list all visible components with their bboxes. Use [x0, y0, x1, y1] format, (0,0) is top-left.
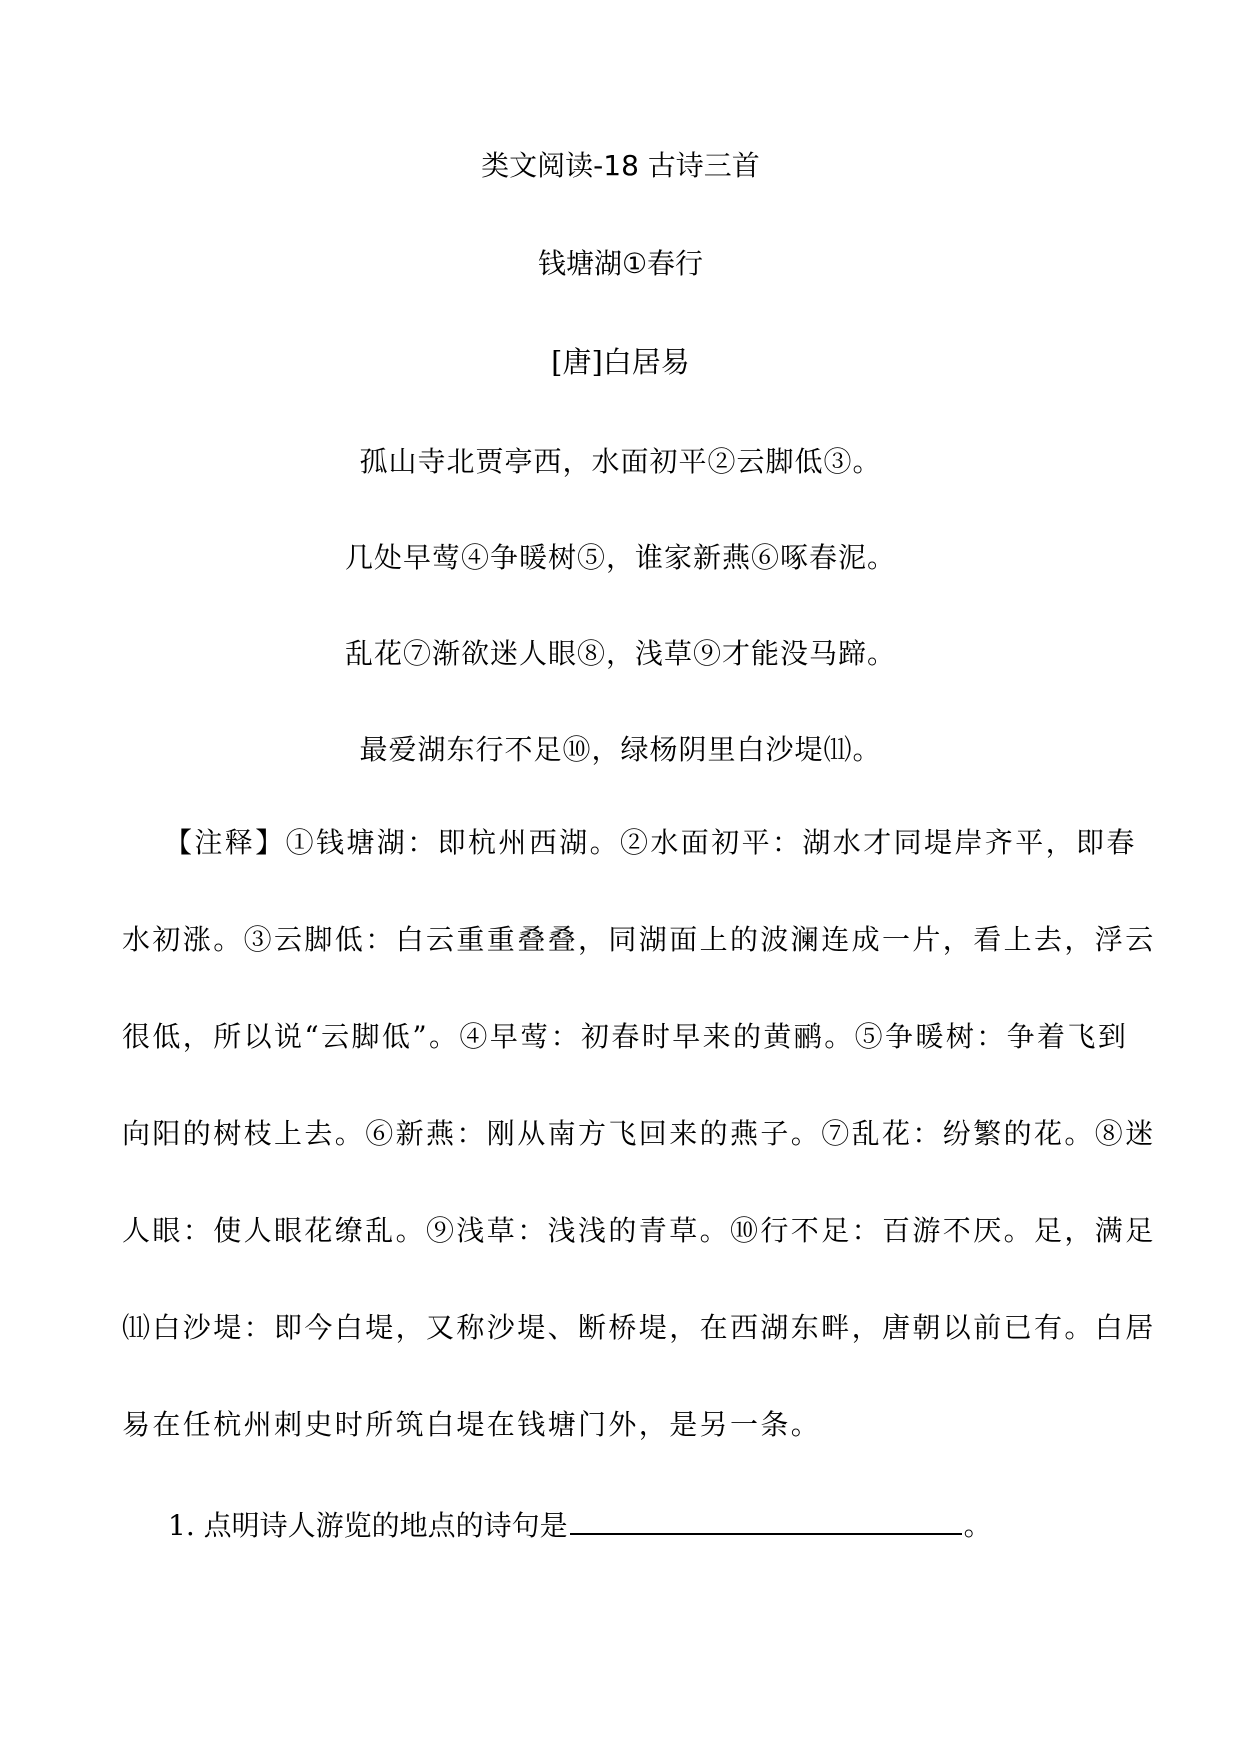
- poem-line: 几处早莺④争暖树⑤，谁家新燕⑥啄春泥。: [344, 541, 896, 574]
- question-prompt: 1. 点明诗人游览的地点的诗句是: [168, 1509, 568, 1542]
- question-suffix: 。: [963, 1509, 992, 1542]
- annotation-line: 水初涨。③云脚低：白云重重叠叠，同湖面上的波澜连成一片，看上去，浮云: [122, 923, 1156, 956]
- poem-line: 最爱湖东行不足⑩，绿杨阴里白沙堤⑾。: [359, 733, 882, 766]
- answer-blank[interactable]: [570, 1507, 962, 1535]
- poem-line: 孤山寺北贾亭西，水面初平②云脚低③。: [359, 445, 882, 478]
- question-1: [168, 1507, 992, 1544]
- annotation-line: 向阳的树枝上去。⑥新燕：刚从南方飞回来的燕子。⑦乱花：纷繁的花。⑧迷: [122, 1117, 1156, 1150]
- annotation-line: 人眼：使人眼花缭乱。⑨浅草：浅浅的青草。⑩行不足：百游不厌。足，满足: [122, 1214, 1156, 1247]
- poem-line: 乱花⑦渐欲迷人眼⑧，浅草⑨才能没马蹄。: [344, 637, 896, 670]
- poem-title: 钱塘湖①春行: [537, 247, 704, 280]
- document-title: 类文阅读-18 古诗三首: [481, 149, 760, 182]
- annotation-line: 【注释】①钱塘湖：即杭州西湖。②水面初平：湖水才同堤岸齐平，即春: [164, 826, 1137, 859]
- annotation-line: 易在任杭州刺史时所筑白堤在钱塘门外，是另一条。: [122, 1408, 822, 1441]
- annotation-line: 很低，所以说“云脚低”。④早莺：初春时早来的黄鹂。⑤争暖树：争着飞到: [122, 1020, 1129, 1053]
- annotation-paragraph: [122, 825, 1156, 1504]
- poem-author: [唐]白居易: [551, 345, 690, 379]
- annotation-line: ⑾白沙堤：即今白堤，又称沙堤、断桥堤，在西湖东畔，唐朝以前已有。白居: [122, 1311, 1156, 1344]
